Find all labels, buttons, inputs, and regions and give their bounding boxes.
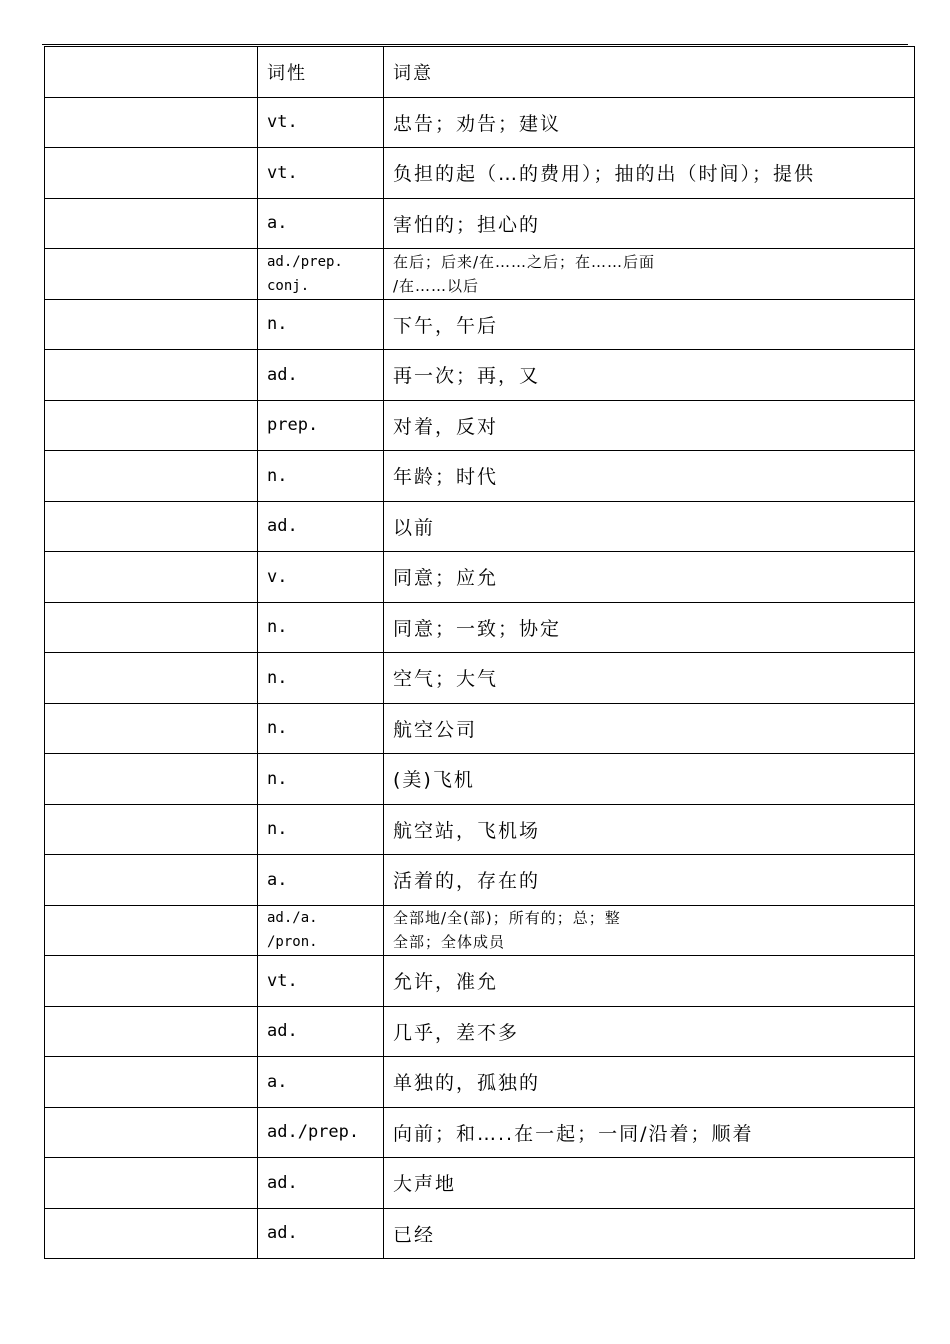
table-row	[45, 198, 915, 249]
word-cell	[45, 1208, 258, 1259]
meaning-cell	[384, 754, 915, 805]
table-row	[45, 602, 915, 653]
meaning-cell	[384, 451, 915, 502]
pos-text: ad./prep.	[267, 1122, 360, 1143]
table-row	[45, 754, 915, 805]
pos-text: n.	[267, 819, 288, 840]
table-row	[45, 451, 915, 502]
word-cell	[45, 653, 258, 704]
pos-text: n.	[267, 314, 288, 335]
table-row	[45, 1107, 915, 1158]
meaning-cell	[384, 148, 915, 199]
pos-cell	[258, 1208, 384, 1259]
pos-cell	[258, 1107, 384, 1158]
meaning-text: 大声地	[393, 1173, 457, 1196]
header-pos-cell	[258, 47, 384, 98]
table-row	[45, 1208, 915, 1259]
pos-cell	[258, 1158, 384, 1209]
table-row	[45, 804, 915, 855]
pos-cell	[258, 602, 384, 653]
pos-text: ad.	[267, 364, 298, 385]
meaning-cell	[384, 956, 915, 1007]
pos-cell	[258, 97, 384, 148]
word-cell	[45, 804, 258, 855]
meaning-cell	[384, 97, 915, 148]
word-cell	[45, 1107, 258, 1158]
pos-cell	[258, 855, 384, 906]
meaning-cell	[384, 602, 915, 653]
meaning-text: 以前	[393, 516, 436, 539]
pos-cell	[258, 350, 384, 401]
meaning-text: 对着，反对	[393, 415, 499, 438]
pos-text: prep.	[267, 415, 319, 436]
pos-text-line2: conj.	[267, 277, 310, 294]
meaning-text: 再一次；再，又	[393, 365, 541, 388]
meaning-text: 几乎，差不多	[393, 1021, 520, 1044]
word-cell	[45, 703, 258, 754]
meaning-cell	[384, 1208, 915, 1259]
pos-cell	[258, 804, 384, 855]
pos-cell	[258, 552, 384, 603]
word-cell	[45, 1006, 258, 1057]
meaning-text-line2: 全部；全体成员	[393, 933, 506, 952]
table-header-row	[45, 47, 915, 98]
word-cell	[45, 602, 258, 653]
pos-text: v.	[267, 566, 288, 587]
pos-text: ad.	[267, 1172, 298, 1193]
table-row	[45, 97, 915, 148]
meaning-cell	[384, 855, 915, 906]
table-row	[45, 299, 915, 350]
meaning-cell	[384, 653, 915, 704]
meaning-text: 同意；一致；协定	[393, 617, 562, 640]
word-cell	[45, 552, 258, 603]
pos-text: n.	[267, 667, 288, 688]
meaning-text: 航空站，飞机场	[393, 819, 541, 842]
meaning-text: 空气；大气	[393, 668, 499, 691]
pos-text: ad./prep.	[267, 253, 343, 270]
meaning-text: 同意；应允	[393, 567, 499, 590]
pos-cell	[258, 1006, 384, 1057]
word-cell	[45, 855, 258, 906]
word-cell	[45, 299, 258, 350]
meaning-text: 害怕的；担心的	[393, 213, 541, 236]
pos-text-line2: /pron.	[267, 934, 318, 951]
pos-cell	[258, 299, 384, 350]
table-row	[45, 1057, 915, 1108]
meaning-cell	[384, 703, 915, 754]
table-row	[45, 855, 915, 906]
vocabulary-table	[44, 46, 915, 1259]
pos-cell	[258, 703, 384, 754]
meaning-cell	[384, 804, 915, 855]
meaning-text: 允许，准允	[393, 971, 499, 994]
meaning-cell	[384, 1158, 915, 1209]
meaning-cell	[384, 905, 915, 956]
word-cell	[45, 501, 258, 552]
header-meaning-label: 词意	[393, 62, 433, 84]
pos-text: vt.	[267, 112, 298, 133]
meaning-text: (美)飞机	[393, 769, 475, 792]
meaning-text-line2: /在……以后	[393, 276, 480, 295]
header-meaning-cell	[384, 47, 915, 98]
meaning-cell	[384, 552, 915, 603]
meaning-cell	[384, 400, 915, 451]
word-cell	[45, 350, 258, 401]
pos-cell	[258, 249, 384, 300]
word-cell	[45, 754, 258, 805]
table-row	[45, 400, 915, 451]
pos-cell	[258, 198, 384, 249]
pos-cell	[258, 501, 384, 552]
pos-text: vt.	[267, 970, 298, 991]
pos-cell	[258, 451, 384, 502]
meaning-cell	[384, 1057, 915, 1108]
pos-cell	[258, 400, 384, 451]
table-row	[45, 1006, 915, 1057]
meaning-text: 航空公司	[393, 718, 478, 741]
table-row	[45, 501, 915, 552]
top-rule	[42, 44, 908, 45]
meaning-cell	[384, 198, 915, 249]
word-cell	[45, 905, 258, 956]
meaning-text: 单独的，孤独的	[393, 1072, 541, 1095]
meaning-cell	[384, 249, 915, 300]
pos-cell	[258, 956, 384, 1007]
header-pos-label: 词性	[267, 62, 307, 84]
meaning-text: 在后；后来/在……之后；在……后面	[393, 252, 656, 271]
pos-cell	[258, 1057, 384, 1108]
word-cell	[45, 198, 258, 249]
pos-text: n.	[267, 718, 288, 739]
meaning-text: 已经	[393, 1223, 436, 1246]
table-row	[45, 703, 915, 754]
word-cell	[45, 97, 258, 148]
table-row	[45, 905, 915, 956]
meaning-text: 全部地/全(部)；所有的；总；整	[393, 909, 621, 928]
table-row	[45, 552, 915, 603]
word-cell	[45, 956, 258, 1007]
pos-text: ad.	[267, 516, 298, 537]
pos-text: n.	[267, 465, 288, 486]
table-row	[45, 1158, 915, 1209]
meaning-text: 忠告；劝告；建议	[393, 112, 562, 135]
pos-cell	[258, 653, 384, 704]
pos-text: ad./a.	[267, 910, 318, 927]
word-cell	[45, 1057, 258, 1108]
meaning-text: 年龄；时代	[393, 466, 499, 489]
table-row	[45, 350, 915, 401]
table-row	[45, 148, 915, 199]
meaning-text: 下午，午后	[393, 314, 499, 337]
table-row	[45, 249, 915, 300]
meaning-text: 活着的，存在的	[393, 870, 541, 893]
meaning-cell	[384, 501, 915, 552]
pos-text: n.	[267, 617, 288, 638]
meaning-text: 负担的起（…的费用）；抽的出（时间）；提供	[393, 163, 816, 186]
pos-text: a.	[267, 213, 288, 234]
pos-text: a.	[267, 1071, 288, 1092]
pos-text: vt.	[267, 162, 298, 183]
pos-text: ad.	[267, 1223, 298, 1244]
pos-text: n.	[267, 768, 288, 789]
pos-cell	[258, 905, 384, 956]
word-cell	[45, 400, 258, 451]
meaning-text: 向前；和…..在一起；一同/沿着；顺着	[393, 1122, 754, 1145]
pos-text: ad.	[267, 1021, 298, 1042]
meaning-cell	[384, 299, 915, 350]
word-cell	[45, 451, 258, 502]
header-word-cell	[45, 47, 258, 98]
word-cell	[45, 148, 258, 199]
table-row	[45, 956, 915, 1007]
meaning-cell	[384, 1006, 915, 1057]
meaning-cell	[384, 1107, 915, 1158]
word-cell	[45, 249, 258, 300]
table-row	[45, 653, 915, 704]
pos-cell	[258, 754, 384, 805]
meaning-cell	[384, 350, 915, 401]
vocabulary-table-body	[45, 47, 915, 1259]
pos-text: a.	[267, 869, 288, 890]
pos-cell	[258, 148, 384, 199]
word-cell	[45, 1158, 258, 1209]
